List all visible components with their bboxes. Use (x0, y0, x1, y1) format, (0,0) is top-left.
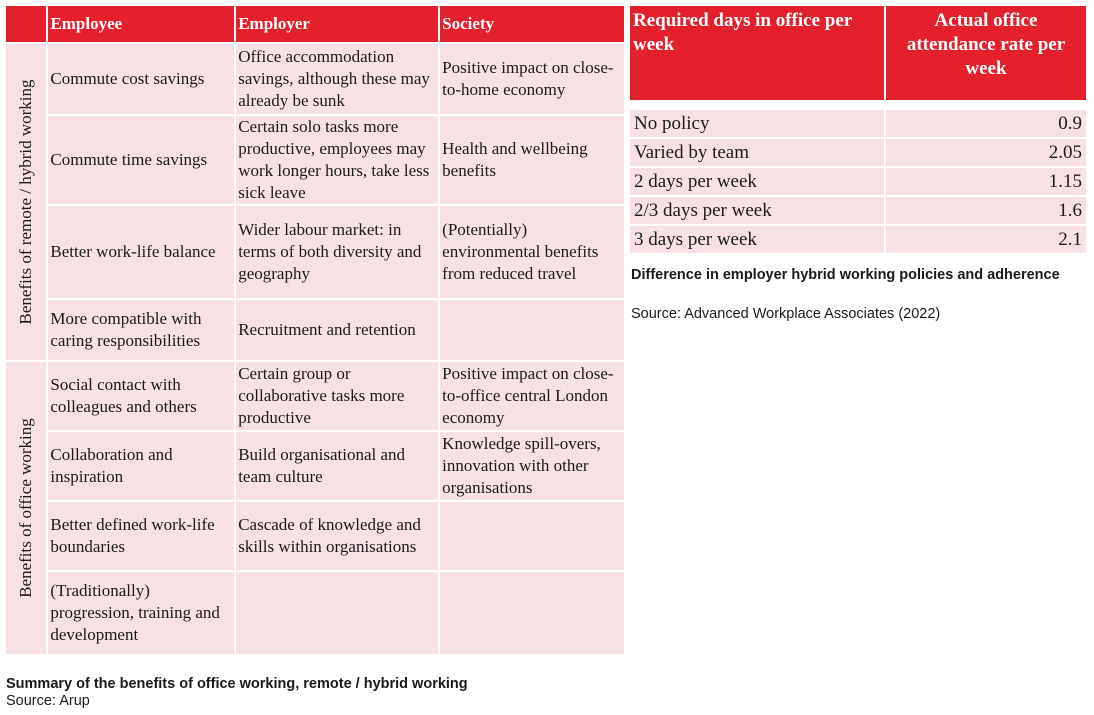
table-row (6, 572, 624, 654)
attendance-header-row (630, 6, 1086, 100)
employer-cell (236, 572, 438, 654)
header-employee: Employee (48, 6, 234, 42)
employer-cell: Certain solo tasks more productive, employees may work longer hours, take less sick leave (236, 116, 438, 204)
policy-cell: 2 days per week (630, 168, 884, 195)
employee-cell: (Traditionally) progression, training and development (48, 572, 234, 654)
employer-cell: Build organisational and team culture (236, 432, 438, 500)
rate-cell: 1.6 (886, 197, 1086, 224)
group-label-office (6, 362, 46, 654)
employer-cell: Wider labour market: in terms of both diversity and geography (236, 206, 438, 298)
benefits-header-row (6, 6, 624, 42)
spacer-row (630, 102, 1086, 108)
table-row (6, 502, 624, 570)
employer-cell: Cascade of knowledge and skills within organisations (236, 502, 438, 570)
employee-cell: Collaboration and inspiration (48, 432, 234, 500)
society-cell: (Potentially) environmental benefits from reduced travel (440, 206, 624, 298)
rate-cell: 2.05 (886, 139, 1086, 166)
table-row (6, 44, 624, 114)
society-cell: Health and wellbeing benefits (440, 116, 624, 204)
employer-cell: Recruitment and retention (236, 300, 438, 360)
header-corner (6, 6, 46, 42)
attendance-caption: Difference in employer hybrid working policies and adherence (631, 267, 1060, 283)
society-cell: Knowledge spill-overs, innovation with other organisations (440, 432, 624, 500)
rate-cell: 1.15 (886, 168, 1086, 195)
table-row (6, 300, 624, 360)
employee-cell: More compatible with caring responsibilities (48, 300, 234, 360)
employee-cell: Commute cost savings (48, 44, 234, 114)
table-row (630, 168, 1086, 195)
group-label-text: Benefits of remote / hybrid working (16, 79, 36, 325)
benefits-source: Source: Arup (6, 693, 90, 709)
header-society: Society (440, 6, 624, 42)
header-required-days: Required days in office per week (630, 6, 884, 100)
employee-cell: Commute time savings (48, 116, 234, 204)
table-row (6, 432, 624, 500)
attendance-table (628, 4, 1088, 255)
employee-cell: Social contact with colleagues and others (48, 362, 234, 430)
society-cell: Positive impact on close-to-office central London economy (440, 362, 624, 430)
society-cell (440, 300, 624, 360)
header-employer: Employer (236, 6, 438, 42)
benefits-table (4, 4, 626, 656)
employee-cell: Better work-life balance (48, 206, 234, 298)
policy-cell: 3 days per week (630, 226, 884, 253)
employer-cell: Office accommodation savings, although these may already be sunk (236, 44, 438, 114)
rate-cell: 2.1 (886, 226, 1086, 253)
header-actual-rate: Actual office attendance rate per week (886, 6, 1086, 100)
policy-cell: No policy (630, 110, 884, 137)
policy-cell: Varied by team (630, 139, 884, 166)
society-cell (440, 502, 624, 570)
group-label-remote (6, 44, 46, 360)
table-row (630, 197, 1086, 224)
table-row (630, 110, 1086, 137)
employer-cell: Certain group or collaborative tasks more productive (236, 362, 438, 430)
benefits-caption: Summary of the benefits of office working, remote / hybrid working (6, 676, 468, 692)
society-cell: Positive impact on close-to-home economy (440, 44, 624, 114)
table-row (630, 139, 1086, 166)
table-row (630, 226, 1086, 253)
rate-cell: 0.9 (886, 110, 1086, 137)
policy-cell: 2/3 days per week (630, 197, 884, 224)
table-row (6, 362, 624, 430)
attendance-source: Source: Advanced Workplace Associates (2022) (631, 306, 941, 322)
employee-cell: Better defined work-life boundaries (48, 502, 234, 570)
table-row (6, 206, 624, 298)
table-row (6, 116, 624, 204)
society-cell (440, 572, 624, 654)
group-label-text: Benefits of office working (16, 418, 36, 598)
